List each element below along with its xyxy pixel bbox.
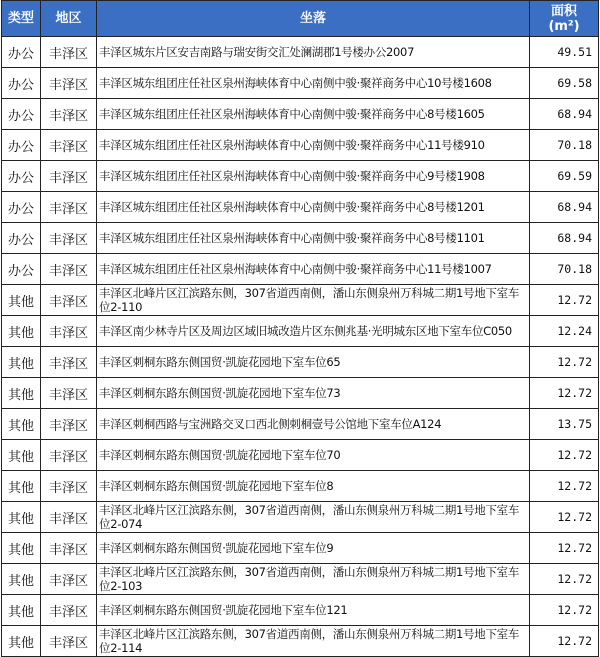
cell-type: 其他 xyxy=(2,440,41,471)
cell-location xyxy=(97,502,530,533)
table-row xyxy=(2,192,599,223)
cell-area: 丰泽区 xyxy=(41,316,97,347)
location-text: 丰泽区城东组团庄任社区泉州海峡体育中心南侧中骏·聚祥商务中心8号楼1605 xyxy=(99,107,485,121)
location-text: 丰泽区城东组团庄任社区泉州海峡体育中心南侧中骏·聚祥商务中心11号楼1007 xyxy=(99,262,492,276)
property-table xyxy=(1,0,599,657)
location-text: 丰泽区北峰片区江滨路东侧，307省道西南侧，潘山东侧泉州万科城二期1号地下室车位2-103 xyxy=(99,565,520,593)
location-text: 丰泽区城东组团庄任社区泉州海峡体育中心南侧中骏·聚祥商务中心11号楼910 xyxy=(99,138,485,152)
table-row xyxy=(2,533,599,564)
cell-area: 丰泽区 xyxy=(41,68,97,99)
cell-size: 12.72 xyxy=(530,533,599,564)
cell-type: 其他 xyxy=(2,626,41,657)
location-text: 丰泽区刺桐东路东侧国贸·凯旋花园地下室车位8 xyxy=(99,479,334,493)
cell-type: 其他 xyxy=(2,409,41,440)
table-row xyxy=(2,68,599,99)
cell-area: 丰泽区 xyxy=(41,223,97,254)
cell-size: 69.59 xyxy=(530,161,599,192)
cell-size: 12.72 xyxy=(530,285,599,316)
location-text: 丰泽区刺桐东路东侧国贸·凯旋花园地下室车位73 xyxy=(99,386,341,400)
cell-area: 丰泽区 xyxy=(41,502,97,533)
cell-area: 丰泽区 xyxy=(41,595,97,626)
location-text: 丰泽区北峰片区江滨路东侧，307省道西南侧，潘山东侧泉州万科城二期1号地下室车位2-114 xyxy=(99,627,520,655)
table-row xyxy=(2,316,599,347)
cell-size: 13.75 xyxy=(530,409,599,440)
cell-area: 丰泽区 xyxy=(41,285,97,316)
cell-size: 12.72 xyxy=(530,595,599,626)
table-row xyxy=(2,502,599,533)
header-area: 地区 xyxy=(41,1,97,37)
cell-area: 丰泽区 xyxy=(41,99,97,130)
header-size-label: 面积 xyxy=(550,3,577,19)
location-text: 丰泽区刺桐东路东侧国贸·凯旋花园地下室车位65 xyxy=(99,355,341,369)
cell-size: 12.72 xyxy=(530,471,599,502)
cell-location xyxy=(97,564,530,595)
table-row xyxy=(2,440,599,471)
table-row xyxy=(2,161,599,192)
location-text: 丰泽区城东组团庄任社区泉州海峡体育中心南侧中骏·聚祥商务中心8号楼1101 xyxy=(99,231,485,245)
header-size xyxy=(530,1,599,37)
cell-type: 其他 xyxy=(2,347,41,378)
cell-size: 69.58 xyxy=(530,68,599,99)
cell-area: 丰泽区 xyxy=(41,440,97,471)
location-text: 丰泽区刺桐东路东侧国贸·凯旋花园地下室车位9 xyxy=(99,541,334,555)
table-row xyxy=(2,626,599,657)
cell-type: 其他 xyxy=(2,564,41,595)
cell-location xyxy=(97,161,530,192)
cell-location xyxy=(97,533,530,564)
cell-type: 办公 xyxy=(2,68,41,99)
cell-location xyxy=(97,471,530,502)
table-row xyxy=(2,37,599,68)
location-text: 丰泽区城东组团庄任社区泉州海峡体育中心南侧中骏·聚祥商务中心8号楼1201 xyxy=(99,200,485,214)
table-row xyxy=(2,254,599,285)
table-row xyxy=(2,595,599,626)
cell-size: 12.72 xyxy=(530,564,599,595)
table-row xyxy=(2,223,599,254)
cell-type: 办公 xyxy=(2,130,41,161)
cell-type: 其他 xyxy=(2,471,41,502)
cell-location xyxy=(97,316,530,347)
cell-type: 办公 xyxy=(2,254,41,285)
cell-size: 68.94 xyxy=(530,192,599,223)
cell-size: 49.51 xyxy=(530,37,599,68)
cell-type: 其他 xyxy=(2,533,41,564)
cell-type: 其他 xyxy=(2,595,41,626)
cell-area: 丰泽区 xyxy=(41,564,97,595)
cell-type: 办公 xyxy=(2,192,41,223)
cell-size: 68.94 xyxy=(530,99,599,130)
location-text: 丰泽区北峰片区江滨路东侧，307省道西南侧，潘山东侧泉州万科城二期1号地下室车位2-074 xyxy=(99,503,520,531)
cell-location xyxy=(97,68,530,99)
header-type: 类型 xyxy=(2,1,41,37)
cell-area: 丰泽区 xyxy=(41,130,97,161)
table-row xyxy=(2,99,599,130)
cell-location xyxy=(97,99,530,130)
cell-size: 12.72 xyxy=(530,502,599,533)
cell-type: 其他 xyxy=(2,316,41,347)
cell-size: 68.94 xyxy=(530,223,599,254)
header-size-unit: (m²) xyxy=(548,18,580,34)
cell-location xyxy=(97,37,530,68)
location-text: 丰泽区城东片区安吉南路与瑞安街交汇处澜湖郡1号楼办公2007 xyxy=(99,45,415,59)
location-text: 丰泽区刺桐西路与宝洲路交叉口西北侧刺桐壹号公馆地下室车位A124 xyxy=(99,417,442,431)
header-location: 坐落 xyxy=(97,1,530,37)
cell-size: 12.72 xyxy=(530,440,599,471)
table-row xyxy=(2,564,599,595)
cell-size: 70.18 xyxy=(530,130,599,161)
location-text: 丰泽区城东组团庄任社区泉州海峡体育中心南侧中骏·聚祥商务中心9号楼1908 xyxy=(99,169,485,183)
table-row xyxy=(2,285,599,316)
cell-location xyxy=(97,440,530,471)
cell-type: 其他 xyxy=(2,285,41,316)
cell-area: 丰泽区 xyxy=(41,471,97,502)
table-row xyxy=(2,378,599,409)
cell-type: 办公 xyxy=(2,161,41,192)
cell-area: 丰泽区 xyxy=(41,347,97,378)
table-row xyxy=(2,130,599,161)
cell-area: 丰泽区 xyxy=(41,533,97,564)
cell-location xyxy=(97,626,530,657)
cell-type: 办公 xyxy=(2,99,41,130)
cell-size: 12.72 xyxy=(530,347,599,378)
cell-area: 丰泽区 xyxy=(41,192,97,223)
cell-size: 12.72 xyxy=(530,626,599,657)
location-text: 丰泽区城东组团庄任社区泉州海峡体育中心南侧中骏·聚祥商务中心10号楼1608 xyxy=(99,76,492,90)
cell-location xyxy=(97,378,530,409)
cell-location xyxy=(97,130,530,161)
cell-area: 丰泽区 xyxy=(41,37,97,68)
cell-area: 丰泽区 xyxy=(41,254,97,285)
table-row xyxy=(2,471,599,502)
cell-location xyxy=(97,347,530,378)
cell-area: 丰泽区 xyxy=(41,626,97,657)
cell-size: 12.24 xyxy=(530,316,599,347)
location-text: 丰泽区南少林寺片区及周边区域旧城改造片区东侧兆基·光明城东区地下室车位C050 xyxy=(99,324,512,338)
cell-location xyxy=(97,254,530,285)
cell-location xyxy=(97,285,530,316)
table-row xyxy=(2,347,599,378)
cell-type: 其他 xyxy=(2,502,41,533)
cell-type: 办公 xyxy=(2,223,41,254)
cell-location xyxy=(97,192,530,223)
cell-type: 其他 xyxy=(2,378,41,409)
cell-area: 丰泽区 xyxy=(41,161,97,192)
location-text: 丰泽区刺桐东路东侧国贸·凯旋花园地下室车位121 xyxy=(99,603,348,617)
location-text: 丰泽区北峰片区江滨路东侧，307省道西南侧，潘山东侧泉州万科城二期1号地下室车位2-110 xyxy=(99,286,520,314)
location-text: 丰泽区刺桐东路东侧国贸·凯旋花园地下室车位70 xyxy=(99,448,341,462)
table-body xyxy=(2,37,599,657)
cell-location xyxy=(97,223,530,254)
cell-size: 70.18 xyxy=(530,254,599,285)
cell-area: 丰泽区 xyxy=(41,409,97,440)
cell-size: 12.72 xyxy=(530,378,599,409)
cell-type: 办公 xyxy=(2,37,41,68)
cell-area: 丰泽区 xyxy=(41,378,97,409)
table-row xyxy=(2,409,599,440)
cell-location xyxy=(97,595,530,626)
cell-location xyxy=(97,409,530,440)
table-header-row xyxy=(2,1,599,37)
